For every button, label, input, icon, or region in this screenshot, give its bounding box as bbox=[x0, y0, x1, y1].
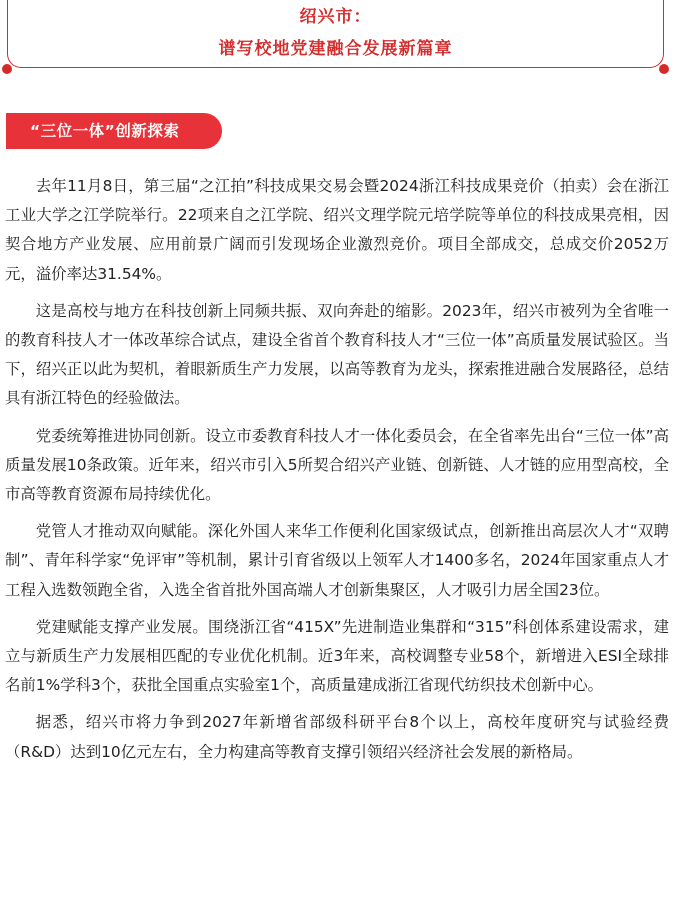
corner-dot-right bbox=[659, 64, 669, 74]
section-tag: “三位一体”创新探索 bbox=[6, 113, 222, 149]
header-title-line2: 谱写校地党建融合发展新篇章 bbox=[218, 39, 453, 59]
article-paragraph: 党管人才推动双向赋能。深化外国人来华工作便利化国家级试点，创新推出高层次人才“双聘制”、青年科学家“免评审”等机制，累计引育省级以上领军人才1400多名，2024年国家重点人才工程入选数领跑全省，入选全省首批外国高端人才创新集聚区，人才吸引力居全国23位。 bbox=[5, 522, 669, 599]
article-paragraph: 党委统筹推进协同创新。设立市委教育科技人才一体化委员会，在全省率先出台“三位一体”高质量发展10条政策。近年来，绍兴市引入5所契合绍兴产业链、创新链、人才链的应用型高校，全市高等教育资源布局持续优化。 bbox=[5, 426, 669, 504]
header-box bbox=[7, 0, 664, 68]
corner-dot-left bbox=[2, 64, 12, 74]
article-paragraph: 去年11月8日，第三届“之江拍”科技成果交易会暨2024浙江科技成果竞价（拍卖）会在浙江工业大学之江学院举行。22项来自之江学院、绍兴文理学院元培学院等单位的科技成果亮相，因契合地方产业发展、应用前景广阔而引发现场企业激烈竞价。项目全部成交，总成交价2052万元，溢价率达31.54%。 bbox=[5, 177, 669, 283]
header-title-line1: 绍兴市： bbox=[299, 7, 372, 27]
article-paragraph: 党建赋能支撑产业发展。围绕浙江省“415X”先进制造业集群和“315”科创体系建设需求，建立与新质生产力发展相匹配的专业优化机制。近3年来，高校调整专业58个，新增进入ESI全球排名前1%学科3个，获批全国重点实验室1个，高质量建成浙江省现代纺织技术创新中心。 bbox=[5, 617, 669, 695]
article-body bbox=[5, 172, 669, 775]
article-paragraph: 据悉，绍兴市将力争到2027年新增省部级科研平台8个以上，高校年度研究与试验经费（R&D）达到10亿元左右，全力构建高等教育支撑引领绍兴经济社会发展的新格局。 bbox=[5, 713, 669, 761]
article-paragraph: 这是高校与地方在科技创新上同频共振、双向奔赴的缩影。2023年，绍兴市被列为全省唯一的教育科技人才一体改革综合试点，建设全省首个教育科技人才“三位一体”高质量发展试验区。当下，绍兴正以此为契机，着眼新质生产力发展，以高等教育为龙头，探索推进融合发展路径，总结具有浙江特色的经验做法。 bbox=[5, 301, 669, 408]
